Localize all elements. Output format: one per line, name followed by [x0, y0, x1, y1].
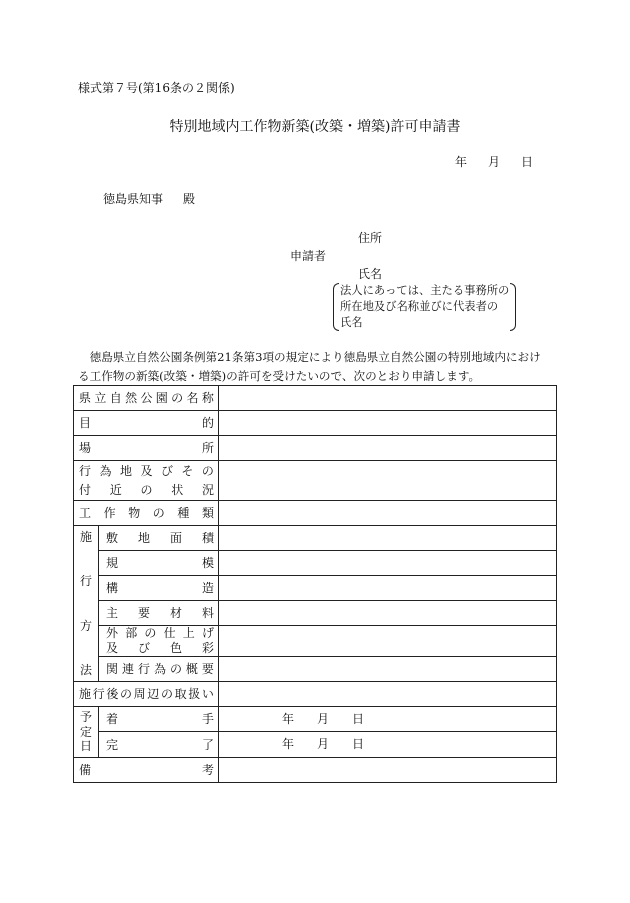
main-materials-label	[106, 605, 214, 621]
date-day-label: 日	[521, 155, 534, 169]
label-character: 模	[201, 556, 214, 570]
location-label-cell	[74, 436, 218, 460]
label-character: そ	[181, 463, 194, 478]
completion-month-label: 月	[317, 737, 330, 751]
label-character: 然	[125, 391, 138, 405]
label-character: 為	[153, 662, 166, 676]
related-acts-label	[106, 661, 214, 677]
park-name-label-cell	[74, 386, 218, 410]
addressee: 徳島県知事	[103, 192, 164, 206]
schedule-group-cell	[74, 707, 98, 757]
document-title: 特別地域内工作物新築(改築・増築)許可申請書	[169, 119, 461, 135]
construction-label-cell	[99, 576, 218, 600]
application-statement-line: 徳島県立自然公園条例第21条第3項の規定により徳島県立自然公園の特別地域内におけ	[89, 350, 541, 364]
label-character: 色	[169, 641, 182, 655]
label-character: 取	[174, 687, 187, 701]
addressee-honorific: 殿	[183, 192, 196, 206]
label-character: 備	[79, 763, 92, 777]
scale-label	[106, 555, 214, 571]
exterior-finish-label-line	[106, 626, 214, 641]
label-character: 周	[133, 687, 146, 701]
label-character: 概	[185, 662, 198, 676]
form-number: 様式第７号(第16条の２関係)	[78, 81, 235, 95]
construction-label	[106, 580, 214, 596]
label-character: 仕	[163, 626, 176, 640]
purpose-label	[79, 415, 214, 431]
label-character: 後	[106, 687, 119, 701]
label-character: 物	[128, 506, 141, 520]
label-character: 方	[79, 618, 92, 633]
label-character: 了	[201, 737, 214, 752]
post-treatment-label	[79, 686, 214, 702]
note-bracket-left	[333, 283, 339, 331]
method-group-cell	[74, 526, 98, 681]
label-character: 構	[106, 581, 119, 595]
label-character: 行	[137, 662, 150, 676]
label-character: 地	[119, 463, 132, 478]
exterior-finish-label-cell	[99, 626, 218, 656]
label-character: の	[144, 626, 157, 640]
start-year-label: 年	[282, 712, 295, 726]
label-character: 工	[79, 506, 92, 520]
label-character: 連	[121, 662, 134, 676]
label-character: 造	[201, 581, 214, 595]
start-day-label: 日	[352, 712, 365, 726]
label-character: 及	[140, 463, 153, 478]
applicant-note-line: 所在地及び名称並びに代表者の	[340, 300, 499, 313]
label-character: 近	[109, 482, 122, 497]
remarks-label	[79, 762, 214, 778]
label-character: 彩	[201, 641, 214, 655]
site-area-value	[219, 526, 556, 550]
label-character: 扱	[188, 687, 201, 701]
park-name-value	[219, 386, 556, 410]
completion-day-label: 日	[352, 737, 365, 751]
label-character: 辺	[147, 687, 160, 701]
label-character: の	[119, 687, 132, 701]
site-conditions-label-cell	[74, 461, 218, 500]
remarks-value	[219, 758, 556, 782]
application-table	[73, 385, 557, 783]
label-character: 況	[201, 482, 214, 497]
label-character: 状	[171, 482, 184, 497]
label-character: の	[201, 463, 214, 478]
label-character: 法	[79, 662, 92, 677]
label-character: 行	[79, 574, 92, 589]
completion-year-label: 年	[282, 737, 295, 751]
completion-label	[106, 737, 214, 753]
label-character: 部	[125, 626, 138, 640]
park-name-label	[79, 390, 214, 406]
label-character: 主	[106, 606, 119, 620]
label-character: 行	[79, 463, 92, 478]
label-character: 関	[106, 662, 119, 676]
label-character: 類	[201, 506, 214, 520]
label-character: 面	[169, 531, 182, 545]
label-character: 園	[155, 391, 168, 405]
label-character: 所	[201, 441, 214, 455]
label-character: 地	[137, 531, 150, 545]
label-character: 付	[79, 482, 92, 497]
label-character: 敷	[106, 531, 119, 545]
applicant-address-label: 住所	[358, 231, 383, 245]
main-materials-label-cell	[99, 601, 218, 625]
purpose-label-cell	[74, 411, 218, 435]
label-character: の	[152, 506, 165, 520]
label-character: 称	[201, 391, 214, 405]
location-value	[219, 436, 556, 460]
label-character: 外	[106, 626, 119, 640]
completion-label-cell	[99, 732, 218, 757]
label-character: 要	[201, 662, 214, 676]
label-character: 目	[79, 416, 92, 430]
remarks-label-cell	[74, 758, 218, 782]
completion-date-value	[219, 732, 556, 757]
label-character: 及	[106, 641, 119, 655]
label-character: 規	[106, 556, 119, 570]
label-character: 的	[201, 416, 214, 430]
label-character: の	[171, 391, 184, 405]
purpose-value	[219, 411, 556, 435]
label-character: 名	[186, 391, 199, 405]
start-label	[106, 711, 214, 727]
structure-type-value	[219, 501, 556, 525]
date-month-label: 月	[488, 155, 501, 169]
label-character: 完	[106, 737, 119, 752]
label-character: 作	[103, 506, 116, 520]
label-character: 料	[201, 606, 214, 620]
applicant-label: 申請者	[290, 249, 327, 263]
exterior-finish-value	[219, 626, 556, 656]
label-character: び	[160, 463, 173, 478]
label-character: 日	[79, 739, 92, 754]
label-character: 上	[182, 626, 195, 640]
start-month-label: 月	[317, 712, 330, 726]
structure-type-label	[79, 505, 214, 521]
main-materials-value	[219, 601, 556, 625]
date-year-label: 年	[455, 155, 468, 169]
construction-value	[219, 576, 556, 600]
start-date-value	[219, 707, 556, 731]
post-treatment-value	[219, 682, 556, 706]
label-character: い	[201, 687, 214, 701]
applicant-note-line: 氏名	[340, 316, 363, 329]
site-conditions-label-line	[79, 481, 214, 500]
label-character: び	[137, 641, 150, 655]
label-character: 自	[109, 391, 122, 405]
label-character: 着	[106, 712, 119, 726]
site-conditions-value	[219, 461, 556, 500]
label-character: 種	[177, 506, 190, 520]
label-character: 為	[99, 463, 112, 478]
related-acts-label-cell	[99, 657, 218, 681]
label-character: 場	[79, 441, 92, 455]
structure-type-label-cell	[74, 501, 218, 525]
label-character: 立	[94, 391, 107, 405]
applicant-name-label: 氏名	[358, 267, 383, 281]
label-character: 公	[140, 391, 153, 405]
related-acts-value	[219, 657, 556, 681]
site-conditions-label-line	[79, 462, 214, 481]
application-statement-line: る工作物の新築(改築・増築)の許可を受けたいので、次のとおり申請します。	[78, 369, 481, 383]
exterior-finish-label-line	[106, 641, 214, 656]
location-label	[79, 440, 214, 456]
site-area-label	[106, 530, 214, 546]
label-character: 県	[79, 391, 92, 405]
scale-value	[219, 551, 556, 575]
label-character: 定	[79, 724, 92, 739]
label-character: の	[140, 482, 153, 497]
post-treatment-label-cell	[74, 682, 218, 706]
label-character: 施	[79, 687, 92, 701]
label-character: げ	[201, 626, 214, 640]
label-character: 積	[201, 531, 214, 545]
label-character: 行	[92, 687, 105, 701]
site-area-label-cell	[99, 526, 218, 550]
applicant-note-line: 法人にあっては、主たる事務所の	[340, 284, 510, 297]
method-group-label	[74, 526, 98, 681]
label-character: 考	[201, 763, 214, 777]
label-character: の	[160, 687, 173, 701]
schedule-group-label	[74, 707, 98, 757]
label-character: 予	[79, 710, 92, 725]
note-bracket-right	[510, 283, 516, 331]
label-character: 要	[137, 606, 150, 620]
label-character: 手	[201, 712, 214, 726]
label-character: 材	[169, 606, 182, 620]
label-character: 施	[79, 530, 92, 544]
label-character: の	[169, 662, 182, 676]
scale-label-cell	[99, 551, 218, 575]
start-label-cell	[99, 707, 218, 731]
